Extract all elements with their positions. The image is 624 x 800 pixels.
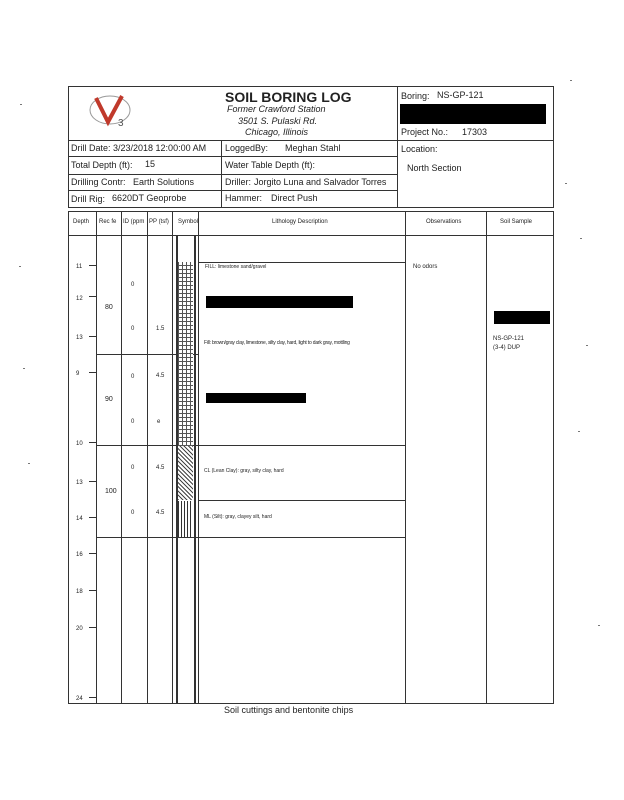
- scan-speck: [28, 463, 30, 464]
- lithology-entry: FILL: limestone sand/gravel: [205, 264, 267, 270]
- boring-value: NS-GP-121: [437, 90, 484, 100]
- pid-value: 0: [131, 465, 135, 471]
- redacted-block: [494, 311, 550, 324]
- observation-entry: No odors: [413, 264, 438, 270]
- col-header-recovery: Rec fe: [99, 219, 117, 225]
- depth-label: 14: [76, 516, 83, 522]
- col-header-lithology: Lithology Description: [272, 219, 328, 225]
- project-value: 17303: [462, 127, 488, 137]
- pid-value: 0: [131, 282, 135, 288]
- svg-text:3: 3: [118, 118, 124, 129]
- pid-value: 0: [131, 510, 135, 516]
- pp-value: 4.5: [156, 465, 165, 471]
- drill-date: Drill Date: 3/23/2018 12:00:00 AM: [71, 143, 207, 153]
- depth-label: 24: [76, 696, 83, 702]
- project-label: Project No.:: [401, 127, 449, 137]
- depth-label: 16: [76, 552, 83, 558]
- pid-value: 0: [131, 419, 135, 425]
- total-depth-label: Total Depth (ft):: [71, 160, 133, 170]
- water-table-label: Water Table Depth (ft):: [225, 160, 316, 170]
- soil-sample-interval: (3-4) DUP: [493, 345, 521, 351]
- driller-value: Jorgito Luna and Salvador Torres: [254, 177, 387, 187]
- site-name: Former Crawford Station: [227, 104, 326, 114]
- scan-speck: [586, 345, 588, 346]
- lithology-entry: Fill: brown/gray clay, limestone, silty clay, hard, light to dark gray, mottling: [204, 340, 350, 346]
- pid-value: 0: [131, 374, 135, 380]
- recovery-value: 80: [105, 304, 113, 311]
- scan-speck: [570, 80, 572, 81]
- depth-label: 9: [76, 371, 80, 377]
- scan-speck: [23, 368, 25, 369]
- scan-speck: [598, 625, 600, 626]
- fill-symbol: [178, 262, 193, 446]
- company-logo: [88, 92, 134, 132]
- lithology-entry: ML (Silt): gray, clayey silt, hard: [204, 514, 272, 520]
- drilling-contr-label: Drilling Contr:: [71, 177, 126, 187]
- depth-label: 20: [76, 626, 83, 632]
- depth-label: 13: [76, 335, 83, 341]
- scan-speck: [565, 183, 567, 184]
- depth-label: 10: [76, 441, 83, 447]
- scan-speck: [19, 266, 21, 267]
- redacted-block: [206, 296, 353, 308]
- hammer-label: Hammer:: [225, 193, 263, 203]
- col-header-symbol: Symbol: [178, 219, 199, 225]
- scan-speck: [580, 238, 582, 239]
- drill-rig-label: Drill Rig:: [71, 194, 106, 204]
- depth-label: 18: [76, 589, 83, 595]
- silt-symbol: [178, 501, 193, 537]
- pp-value: e: [157, 419, 161, 425]
- clay-symbol: [178, 446, 193, 500]
- hammer-value: Direct Push: [271, 193, 318, 203]
- pp-value: 1.5: [156, 326, 165, 332]
- drill-rig-value: 6620DT Geoprobe: [112, 193, 187, 203]
- total-depth-value: 15: [145, 159, 156, 169]
- col-header-observations: Observations: [426, 219, 462, 225]
- col-header-depth: Depth: [73, 219, 90, 225]
- depth-label: 12: [76, 296, 83, 302]
- pp-value: 4.5: [156, 510, 165, 516]
- soil-sample-id: NS-GP-121: [493, 336, 525, 342]
- depth-label: 13: [76, 480, 83, 486]
- depth-label: 11: [76, 264, 83, 270]
- location-label: Location:: [401, 144, 438, 154]
- redacted-block: [400, 104, 546, 124]
- col-header-pp: PP (tsf): [149, 219, 169, 225]
- log-title: SOIL BORING LOG: [225, 89, 352, 105]
- location-value: North Section: [407, 163, 462, 173]
- boring-label: Boring:: [401, 91, 430, 101]
- recovery-value: 90: [105, 396, 113, 403]
- logged-by-label: LoggedBy:: [225, 143, 269, 153]
- recovery-value: 100: [105, 488, 117, 495]
- site-address: 3501 S. Pulaski Rd.: [238, 116, 318, 126]
- drilling-contr-value: Earth Solutions: [133, 177, 195, 187]
- col-header-pid: ID (ppm: [123, 219, 145, 225]
- logged-by-value: Meghan Stahl: [285, 143, 341, 153]
- pid-value: 0: [131, 326, 135, 332]
- site-city: Chicago, Illinois: [245, 127, 309, 137]
- driller-label: Driller:: [225, 177, 251, 187]
- logo-v-icon: [88, 92, 134, 132]
- footer-note: Soil cuttings and bentonite chips: [224, 705, 354, 715]
- scan-speck: [20, 104, 22, 105]
- pp-value: 4.5: [156, 373, 165, 379]
- lithology-entry: CL (Lean Clay): gray, silty clay, hard: [204, 468, 284, 474]
- scan-speck: [578, 431, 580, 432]
- redacted-block: [206, 393, 306, 403]
- col-header-soil-sample: Soil Sample: [500, 219, 533, 225]
